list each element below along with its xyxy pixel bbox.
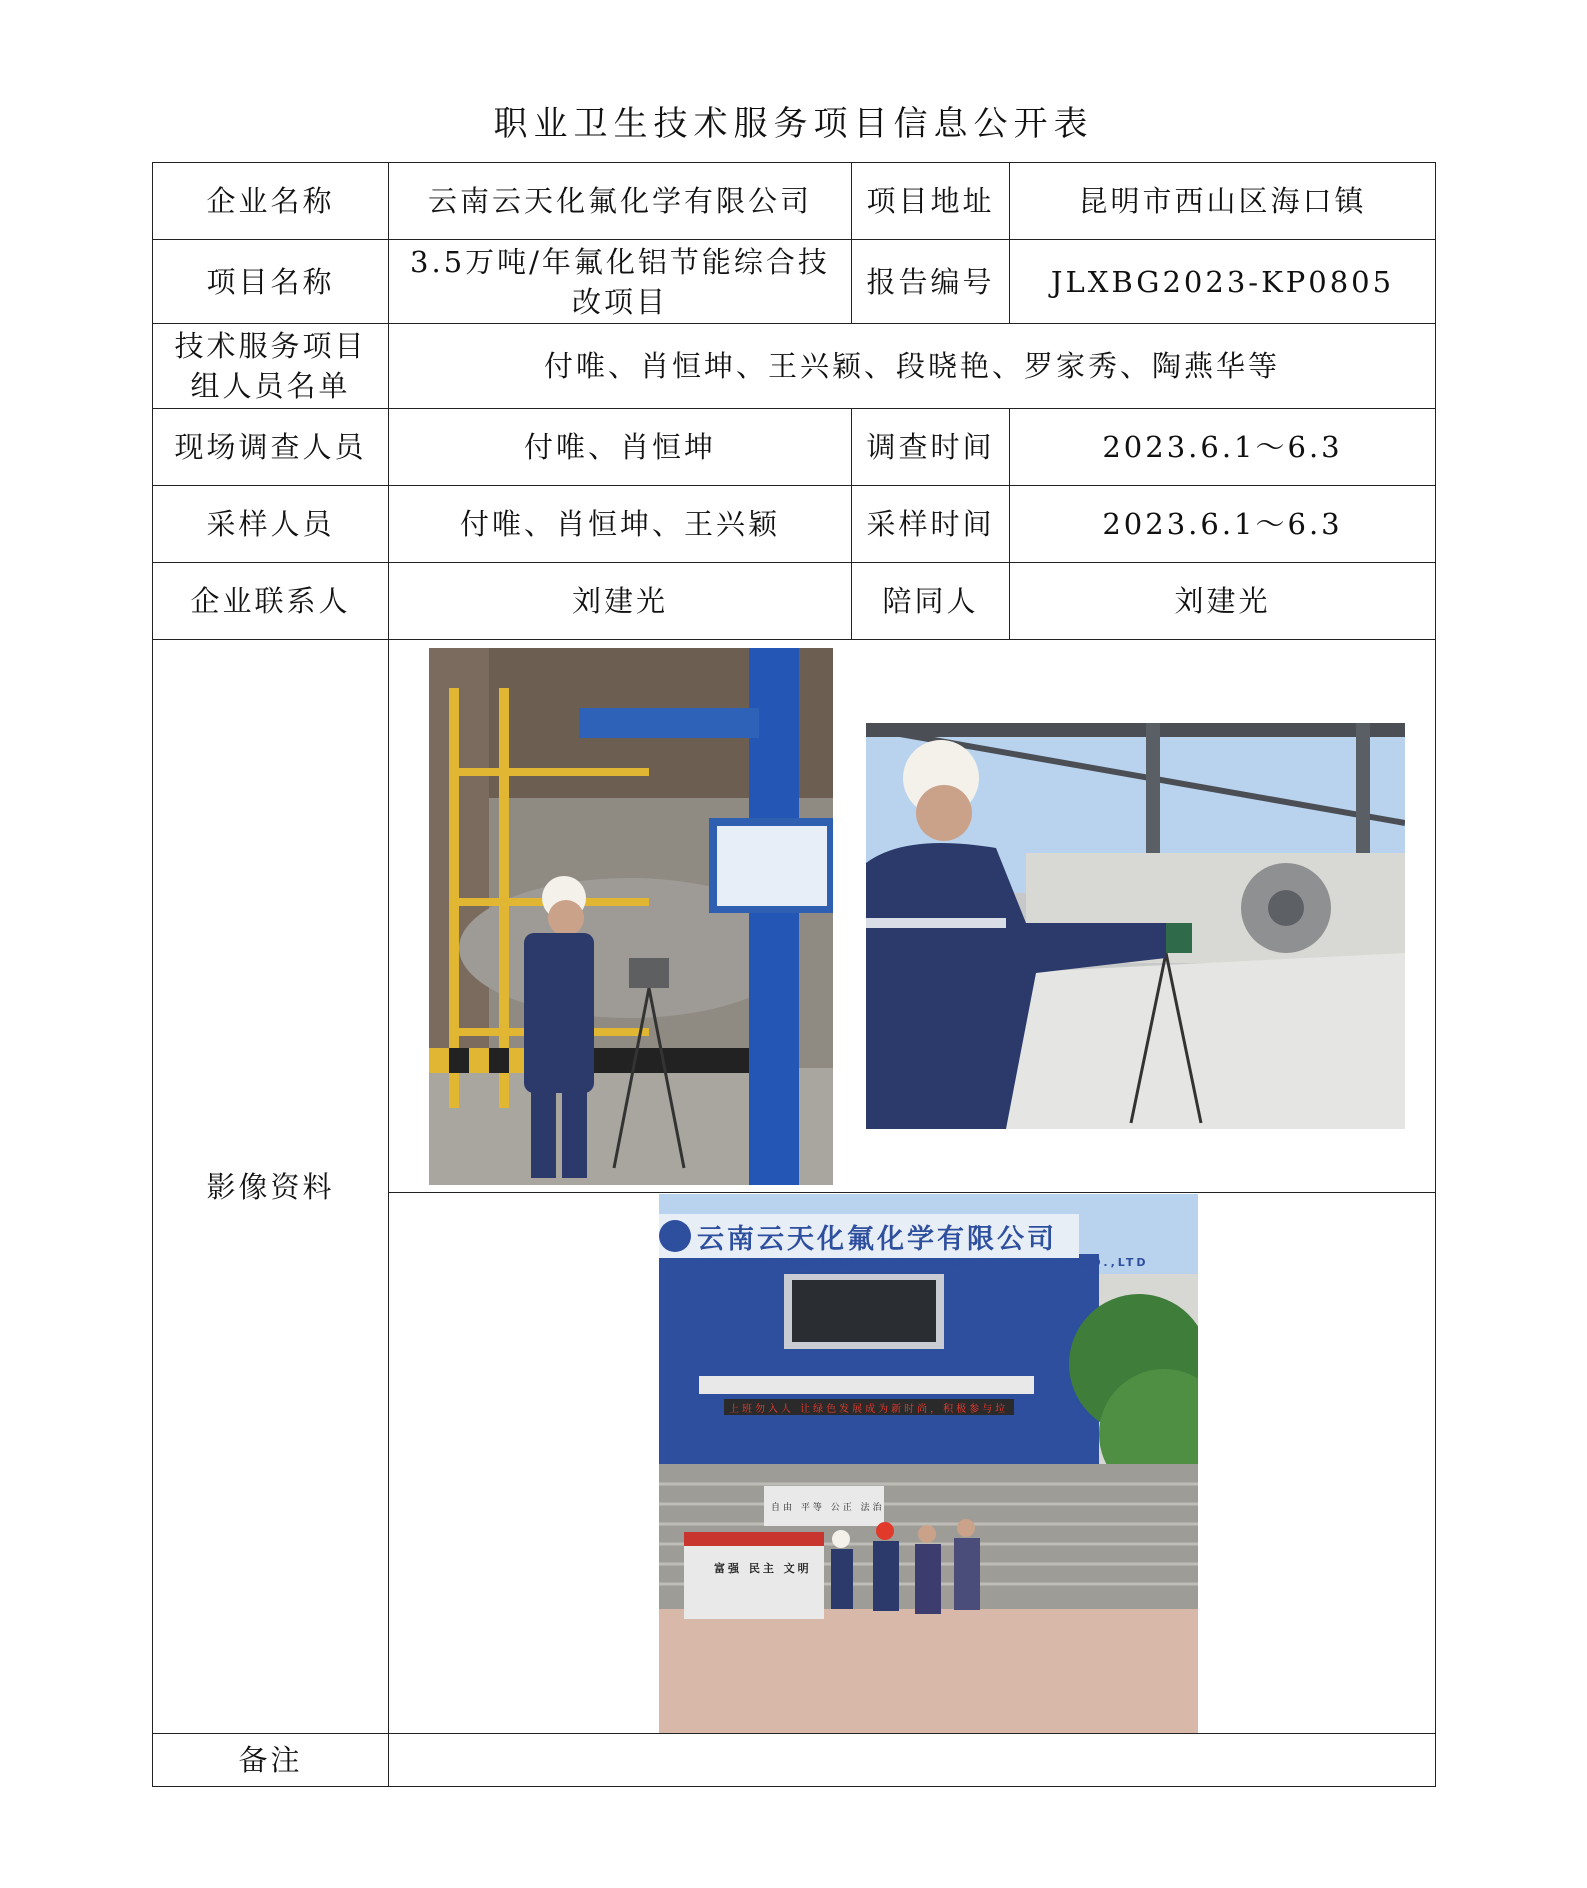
sampling-time-label: 采样时间 bbox=[852, 486, 1010, 563]
building-sign-en: YUNNAN YUNTIANHUA FLUORINE CHEMICAL CO.,LTD bbox=[697, 1256, 1149, 1269]
escort-value: 刘建光 bbox=[1010, 563, 1436, 640]
report-no-value: JLXBG2023-KP0805 bbox=[1010, 240, 1436, 324]
plaque-text-1: 自由 平等 公正 法治 bbox=[771, 1503, 885, 1513]
row-project bbox=[153, 240, 1436, 324]
row-images-1 bbox=[153, 640, 1436, 1193]
site-photo-kiln bbox=[429, 648, 833, 1185]
project-address-value: 昆明市西山区海口镇 bbox=[1010, 163, 1436, 240]
survey-staff-value: 付唯、肖恒坤 bbox=[389, 409, 852, 486]
page-title: 职业卫生技术服务项目信息公开表 bbox=[493, 104, 1094, 144]
building-sign: 云南云天化氟化学有限公司 bbox=[697, 1224, 1057, 1255]
company-name-value: 云南云天化氟化学有限公司 bbox=[389, 163, 852, 240]
row-remarks bbox=[153, 1734, 1436, 1787]
contact-label: 企业联系人 bbox=[153, 563, 389, 640]
row-contact bbox=[153, 563, 1436, 640]
row-company bbox=[153, 163, 1436, 240]
group-photo-building bbox=[659, 1194, 1198, 1733]
scroll-text: 上班勿入人 让绿色发展成为新时尚，积极参与垃 bbox=[729, 1404, 1009, 1415]
sampling-time-value: 2023.6.1～6.3 bbox=[1010, 486, 1436, 563]
contact-value: 刘建光 bbox=[389, 563, 852, 640]
images-label: 影像资料 bbox=[153, 640, 389, 1734]
photos-cell-top bbox=[389, 640, 1436, 1193]
remarks-value bbox=[389, 1734, 1436, 1787]
company-name-label: 企业名称 bbox=[153, 163, 389, 240]
escort-label: 陪同人 bbox=[852, 563, 1010, 640]
sampling-staff-label: 采样人员 bbox=[153, 486, 389, 563]
photos-cell-bottom bbox=[389, 1193, 1436, 1734]
project-address-label: 项目地址 bbox=[852, 163, 1010, 240]
site-photo-conveyor bbox=[866, 723, 1405, 1129]
plaque-text-2: 富强 民主 文明 bbox=[714, 1562, 812, 1575]
survey-time-label: 调查时间 bbox=[852, 409, 1010, 486]
sampling-staff-value: 付唯、肖恒坤、王兴颖 bbox=[389, 486, 852, 563]
report-no-label: 报告编号 bbox=[852, 240, 1010, 324]
team-label: 技术服务项目组人员名单 bbox=[153, 324, 389, 409]
row-sampling bbox=[153, 486, 1436, 563]
project-name-label: 项目名称 bbox=[153, 240, 389, 324]
info-table bbox=[152, 162, 1436, 1787]
row-team bbox=[153, 324, 1436, 409]
project-name-value: 3.5万吨/年氟化铝节能综合技改项目 bbox=[389, 240, 852, 324]
row-survey bbox=[153, 409, 1436, 486]
team-value: 付唯、肖恒坤、王兴颖、段晓艳、罗家秀、陶燕华等 bbox=[389, 324, 1436, 409]
survey-time-value: 2023.6.1～6.3 bbox=[1010, 409, 1436, 486]
remarks-label: 备注 bbox=[153, 1734, 389, 1787]
survey-staff-label: 现场调查人员 bbox=[153, 409, 389, 486]
